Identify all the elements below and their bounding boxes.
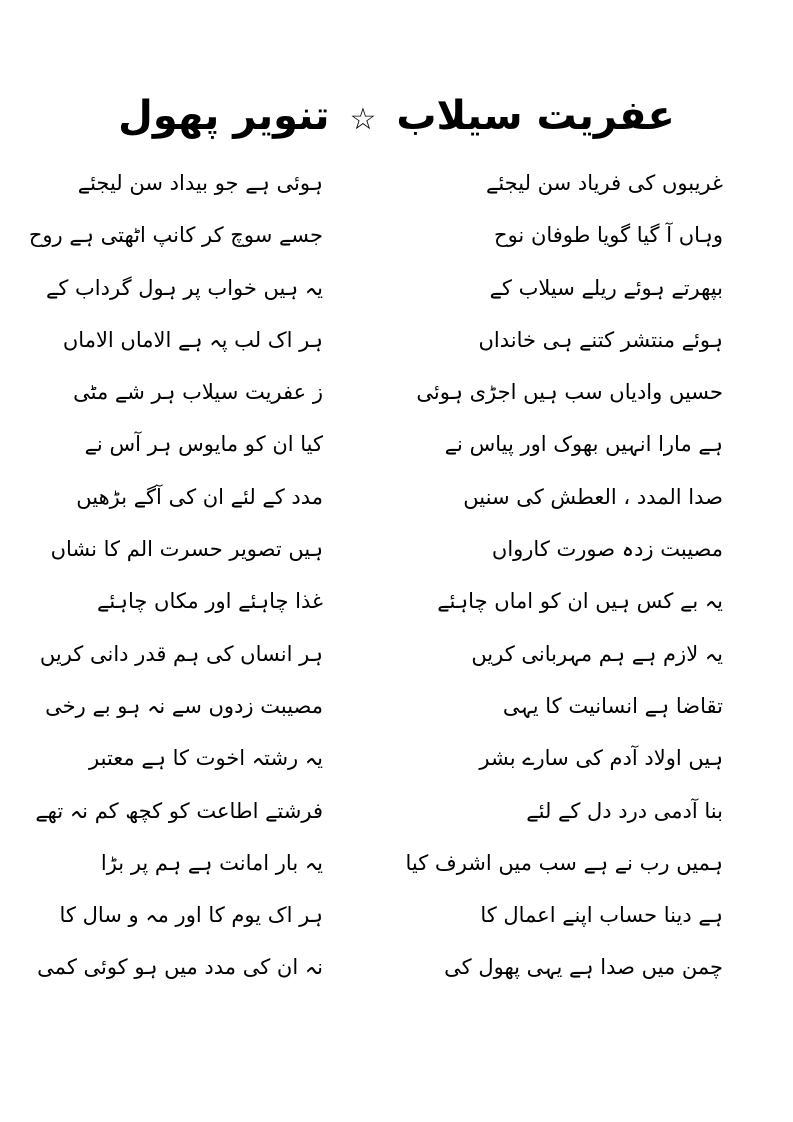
- couplet: [40, 265, 753, 317]
- first-line: ہوئے منتشر کتنے ہی خانداں: [478, 327, 723, 352]
- couplet: [40, 369, 753, 421]
- second-line: جسے سوچ کر کانپ اٹھتی ہے روح: [28, 223, 323, 248]
- couplet: [40, 631, 753, 683]
- first-line: تقاضا ہے انسانیت کا یہی: [502, 693, 723, 718]
- first-line: مصیبت زدہ صورت کارواں: [491, 537, 723, 562]
- second-line: یہ رشتہ اخوت کا ہے معتبر: [89, 746, 323, 771]
- couplet: [40, 578, 753, 630]
- couplet: [40, 892, 753, 944]
- couplet: [28, 212, 753, 264]
- couplet: [40, 840, 753, 892]
- second-line: مدد کے لئے ان کی آگے بڑھیں: [76, 484, 323, 509]
- couplet: [40, 683, 753, 735]
- couplet: [40, 317, 753, 369]
- first-line: ہیں اولاد آدم کی سارے بشر: [479, 746, 723, 771]
- couplet: [40, 474, 753, 526]
- first-line: بنا آدمی درد دل کے لئے: [526, 798, 723, 823]
- poem-title: [0, 86, 793, 150]
- second-line: غذا چاہئے اور مکاں چاہئے: [97, 589, 323, 614]
- star-icon: ☆: [349, 102, 377, 137]
- couplet: [40, 735, 753, 787]
- poem-body: [28, 160, 753, 997]
- second-line: ز عفریت سیلاب ہر شے مٹی: [73, 380, 323, 405]
- couplet: [40, 421, 753, 473]
- poet-name: تنویر پھول: [118, 93, 330, 139]
- second-line: ہر اک لب پہ ہے الاماں الاماں: [62, 327, 323, 352]
- first-line: بپھرتے ہوئے ریلے سیلاب کے: [489, 275, 723, 300]
- first-line: ہے مارا انہیں بھوک اور پیاس نے: [444, 432, 723, 457]
- first-line: چمن میں صدا ہے یہی پھول کی: [444, 955, 723, 980]
- second-line: مصیبت زدوں سے نہ ہو بے رخی: [45, 693, 323, 718]
- first-line: غریبوں کی فریاد سن لیجئے: [486, 171, 723, 195]
- second-line: ہوئی ہے جو بیداد سن لیجئے: [77, 171, 323, 195]
- second-line: ہر انساں کی ہم قدر دانی کریں: [39, 641, 323, 666]
- first-line: ہمیں رب نے ہے سب میں اشرف کیا: [405, 850, 723, 875]
- second-line: فرشتے اطاعت کو کچھ کم نہ تھے: [35, 798, 323, 823]
- couplet: [37, 944, 753, 996]
- first-line: وہاں آ گیا گویا طوفان نوح: [494, 223, 723, 248]
- first-line: یہ بے کس ہیں ان کو اماں چاہئے: [437, 589, 723, 614]
- first-line: صدا المدد ، العطش کی سنیں: [463, 484, 723, 509]
- second-line: یہ ہیں خواب پر ہول گرداب کے: [46, 275, 323, 300]
- first-line: ہے دینا حساب اپنے اعمال کا: [480, 903, 723, 928]
- second-line: ہیں تصویر حسرت الم کا نشاں: [50, 537, 323, 562]
- second-line: کیا ان کو مایوس ہر آس نے: [84, 432, 323, 457]
- first-line: حسیں وادیاں سب ہیں اجڑی ہوئی: [416, 380, 723, 405]
- title-main: عفریت سیلاب: [396, 93, 675, 139]
- second-line: نہ ان کی مدد میں ہو کوئی کمی: [37, 955, 323, 980]
- first-line: یہ لازم ہے ہم مہربانی کریں: [471, 641, 723, 666]
- second-line: یہ بار امانت ہے ہم پر بڑا: [100, 850, 323, 875]
- couplet: [35, 788, 753, 840]
- couplet: [40, 160, 753, 212]
- couplet: [40, 526, 753, 578]
- second-line: ہر اک یوم کا اور مہ و سال کا: [59, 903, 323, 928]
